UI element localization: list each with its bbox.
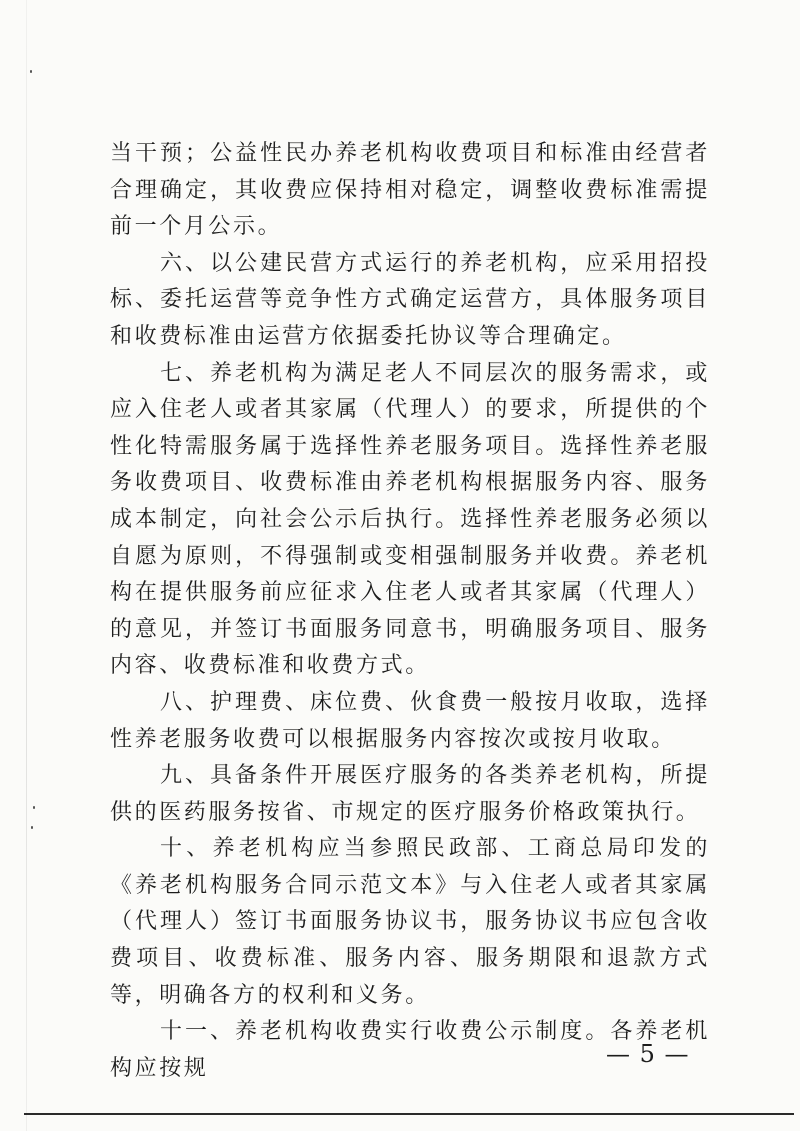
paragraph-item-7: 七、养老机构为满足老人不同层次的服务需求，或应入住老人或者其家属（代理人）的要求，所提供的个性化特需服务属于选择性养老服务项目。选择性养老服务收费项目、收费标准由养老机构根据服务内容、服务成本制定，向社会公示后执行。选择性养老服务必须以自愿为原则，不得强制或变相强制服务并收费。养老机构在提供服务前应征求入住老人或者其家属（代理人）的意见，并签订书面服务同意书，明确服务项目、服务内容、收费标准和收费方式。 <box>110 360 710 679</box>
document-body <box>110 136 710 1087</box>
scan-speck <box>33 806 35 809</box>
paragraph-continuation: 当干预；公益性民办养老机构收费项目和标准由经营者合理确定，其收费应保持相对稳定，调整收费标准需提前一个月公示。 <box>110 141 710 240</box>
paragraph-item-10: 十、养老机构应当参照民政部、工商总局印发的《养老机构服务合同示范文本》与入住老人或者其家属（代理人）签订书面服务协议书，服务协议书应包含收费项目、收费标准、服务内容、服务期限和退款方式等，明确各方的权利和义务。 <box>110 836 710 1008</box>
paragraph-item-6: 六、以公建民营方式运行的养老机构，应采用招投标、委托运营等竞争性方式确定运营方，具体服务项目和收费标准由运营方依据委托协议等合理确定。 <box>110 250 710 349</box>
page-number: — 5 — <box>606 1040 690 1068</box>
scan-edge-bottom <box>24 1113 794 1115</box>
scan-speck <box>31 826 33 829</box>
paragraph-item-8: 八、护理费、床位费、伙食费一般按月收取，选择性养老服务收费可以根据服务内容按次或按月收取。 <box>110 689 710 752</box>
paragraph-item-11: 十一、养老机构收费实行收费公示制度。各养老机构应按规 <box>110 1019 710 1081</box>
scan-speck <box>30 70 32 73</box>
paragraph-item-9: 九、具备条件开展医疗服务的各类养老机构，所提供的医药服务按省、市规定的医疗服务价格政策执行。 <box>110 763 710 825</box>
scan-edge-left <box>26 0 27 1131</box>
